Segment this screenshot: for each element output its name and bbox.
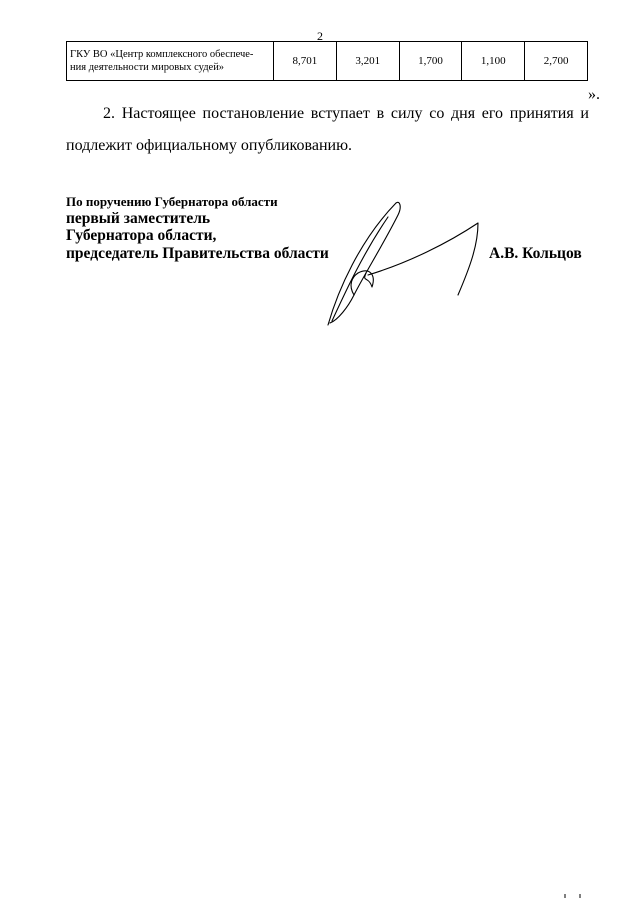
value-cell: 2,700: [525, 42, 588, 81]
signature-title-line-1: первый заместитель: [66, 210, 211, 227]
value-cell: 8,701: [274, 42, 337, 81]
value-cell: 3,201: [336, 42, 399, 81]
value-cell: 1,700: [399, 42, 462, 81]
handwritten-signature: [318, 195, 493, 330]
paragraph-effective-date: 2. Настоящее постановление вступает в силу со дня его принятия и подлежит официальному опубликованию.: [66, 105, 589, 154]
value-cell: 1,100: [462, 42, 525, 81]
signature-title-line-3: председатель Правительства области: [66, 245, 329, 262]
budget-table: [66, 41, 588, 81]
signature-authority-line: По поручению Губернатора области: [66, 194, 278, 209]
signature-title-line-2: Губернатора области,: [66, 227, 217, 244]
page-corner-marks: [562, 892, 586, 900]
signatory-name: А.В. Кольцов: [489, 245, 582, 262]
table-row: [67, 42, 588, 81]
page-number: 2: [317, 29, 323, 43]
closing-quote: ».: [588, 86, 600, 103]
organization-cell: ГКУ ВО «Центр комплексного обеспече- ния деятельности мировых судей»: [67, 42, 274, 81]
